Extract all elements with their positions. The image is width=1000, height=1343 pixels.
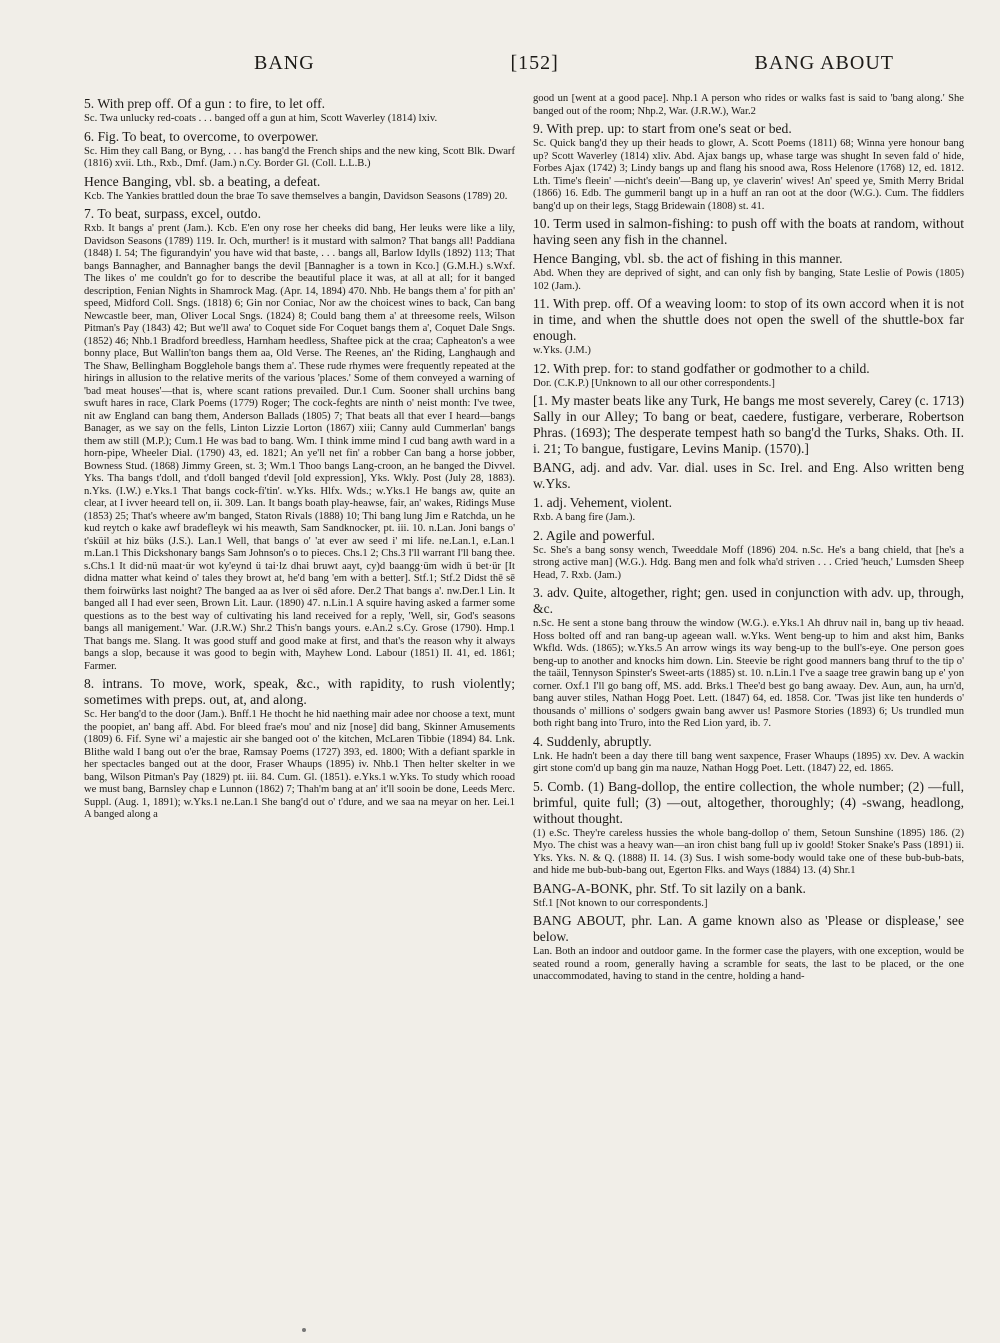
citation-paragraph: Sc. Him they call Bang, or Byng, . . . has bang'd the French ships and the new king, Scott Blk. Dwarf (1816) xvii. Lth., Rxb., Dmf. (Jam.) n.Cy. Border Gl. (Coll. L.L.B.) xyxy=(84,145,515,169)
citation-paragraph: Stf.1 [Not known to our correspondents.] xyxy=(533,897,708,909)
running-head xyxy=(84,52,964,75)
sense-heading: BANG ABOUT, phr. Lan. A game known also as 'Please or displease,' see below. xyxy=(533,913,964,944)
sense-heading: 5. With prep off. Of a gun : to fire, to let off. xyxy=(84,96,326,111)
citation-paragraph: Sc. Twa unlucky red-coats . . . banged off a gun at him, Scott Waverley (1814) lxiv. xyxy=(84,113,438,124)
citation-paragraph: (1) e.Sc. They're careless hussies the whole bang-dollop o' them, Setoun Sunshine (1895) 186. (2) Myo. The chist was a heavy wan—an iron chist bang full up iv goold! Stoker Snake's Pass (1891) ii. Yks. Yks. N. & Q. (1888) II. 14. (3) Sus. I wish some-body would take one of these bub-bub-bats, and hide me bub-bub-bang out, Egerton Flks. and Ways (1884) 13. (4) Shr.1 xyxy=(533,827,964,876)
sense-heading: 3. adv. Quite, altogether, right; gen. used in conjunction with adv. up, through, &c. xyxy=(533,585,964,616)
citation-paragraph: Dor. (C.K.P.) [Unknown to all our other correspondents.] xyxy=(533,377,775,389)
sense-heading: 7. To beat, surpass, excel, outdo. xyxy=(84,206,261,221)
sense-heading: [1. My master beats like any Turk, He bangs me most severely, Carey (c. 1713) Sally in our Alley; To bang or beat, caedere, fustigare, verberare, Robertson Phras. (1693); The desperate tempest hath so bang'd the Turks, Shaks. Oth. II. i. 21; To bangue, fustigare, Levins Manip. (1570).] xyxy=(533,393,965,456)
citation-paragraph: n.Sc. He sent a stone bang throuw the window (W.G.). e.Yks.1 Ah dhruv nail in, bang up tiv heaad. Hoss bolted off and ran bang-up ageean wall. w.Yks. Went beng-up to him and akst him, Banks Wkfld. Wds. (1865); w.Yks.5 An arrow wings its way beng-up to the bull's-eye. One person goes beng-up to another and knocks him down. Lin. Steevie be right good manners bang thruf to the tip o' the taäil, Tennyson Spinster's Sweet-arts (1885) st. 10. n.Lin.1 I've a saage tree grawin bang up e' yon corner. Oxf.1 I'll go bang off, MS. add. Brks.1 Thee'd best go bang awaay. Dev. Aun, aun, ha urn'd, bang auver stiles, Nathan Hogg Poet. Lett. (1847) 64, ed. 1858. Cor. 'Twas jist like ten hunderds o' thousands o' millions o' sodgers gwain bang awver us! Pasmore Stories (1893) 6; Us trundled mun both right bang into Truro, into the Red Lion yard, ib. 7. xyxy=(533,618,964,729)
left-column xyxy=(84,93,515,985)
sense-heading: 5. Comb. (1) Bang-dollop, the entire collection, the whole number; (2) —full, brimful, quite full; (3) —out, altogether, thoroughly; (4) -swang, headlong, without thought. xyxy=(533,778,964,826)
print-mark xyxy=(302,1328,306,1332)
sense-heading: 9. With prep. up: to start from one's seat or bed. xyxy=(533,121,792,136)
sense-heading: 4. Suddenly, abruptly. xyxy=(533,733,652,749)
sense-heading: Hence Banging, vbl. sb. the act of fishing in this manner. xyxy=(533,251,843,266)
right-column xyxy=(533,93,964,985)
citation-paragraph: Rxb. A bang fire (Jam.). xyxy=(533,512,636,523)
sense-heading: 11. With prep. off. Of a weaving loom: to stop of its own accord when it is not in time, and when the shuttle does not open the swell of the shuttle-box far enough. xyxy=(533,296,964,343)
sense-heading: BANG, adj. and adv. Var. dial. uses in Sc. Irel. and Eng. Also written beng w.Yks. xyxy=(533,460,964,491)
sense-heading: 1. adj. Vehement, violent. xyxy=(533,495,673,510)
citation-paragraph: Lnk. He hadn't been a day there till bang went saxpence, Fraser Whaups (1895) xv. Dev. A wackin girt stone com'd up bang gin ma nauze, Nathan Hogg Poet. Lett. (1847) 22, ed. 1865. xyxy=(533,750,964,774)
citation-paragraph: Sc. Her bang'd to the door (Jam.). Bnff.1 He thocht he hid naething mair adee nor choose a text, munt the poopiet, an' bang aff. Abd. For bleed frae's mou' and niz [nose] did bang, Skinner Amusements (1809) 6. Fif. Syne wi' a majestic air she banged oot o' the kitchen, McLaren Tibbie (1894) 84. Lnk. Blithe wald I bang out o'er the brae, Ramsay Poems (1727) 393, ed. 1800; With a defiant sparkle in her spectacles banged out at the door, Fraser Whaups (1895) iv. Nhb.1 Then helter skelter in we bang, Wilson Pitman's Pay (1829) pt. iii. 84. Cum. Gl. (1851). e.Yks.1 w.Yks. To study which rooad we must bang, Barnsley chap e Lunnon (1862) 7; Thah'm bang at an' it'll sooin be done, Leeds Merc. Suppl. (Aug. 1, 1891); w.Yks.1 ne.Lan.1 She bang'd out o' t'dure, and we saa na meyar on her. Lei.1 A banged along a xyxy=(84,709,515,820)
sense-heading: BANG-A-BONK, phr. Stf. To sit lazily on a bank. xyxy=(533,880,806,896)
sense-heading: 12. With prep. for: to stand godfather or godmother to a child. xyxy=(533,360,870,376)
sense-heading: Hence Banging, vbl. sb. a beating, a defeat. xyxy=(84,173,321,189)
head-left-word: BANG xyxy=(254,52,315,74)
citation-paragraph: good un [went at a good pace]. Nhp.1 A person who rides or walks fast is said to 'bang along.' She banged out of the room; Nhp.2, War. (J.R.W.), War.2 xyxy=(533,93,964,117)
page-number: [152] xyxy=(510,52,559,74)
head-right-word: BANG ABOUT xyxy=(754,52,894,74)
sense-heading: 10. Term used in salmon-fishing: to push off with the boats at random, without having seen any fish in the channel. xyxy=(533,216,964,247)
citation-paragraph: Sc. She's a bang sonsy wench, Tweeddale Moff (1896) 204. n.Sc. He's a bang chield, that [he's a strong active man] (W.G.). Hdg. Bang men and folk wha'd striven . . . Cried 'heuch,' Lumsden Sheep Head, 7. Rxb. (Jam.) xyxy=(533,544,964,581)
citation-paragraph: Lan. Both an indoor and outdoor game. In the former case the players, with one exception, would be seated round a room, generally having a scramble for seats, the last to be placed, or the one unaccommodated, having to stand in the centre, holding a hand- xyxy=(533,946,964,982)
sense-heading: 8. intrans. To move, work, speak, &c., with rapidity, to rush violently; sometimes with preps. out, at, and along. xyxy=(84,676,515,707)
sense-heading: 6. Fig. To beat, to overcome, to overpower. xyxy=(84,128,319,144)
citation-paragraph: Sc. Quick bang'd they up their heads to glowr, A. Scott Poems (1811) 68; Winna yere honour bang up? Scott Waverley (1814) xliv. Abd. Ajax bangs up, whase targe was shught In seven fald o' hide, Forbes Ajax (1742) 3; Lindy bangs up and flang his snood awa, Ross Helenore (1768) 12, ed. 1812. Lth. Time's fleein' —nicht's deein'—Bang up, ye claverin' wives! An' speed ye, Smith Merry Bridal (1866) 16. Edb. The gummeril bangt up in a huff an ran oot at the door (W.G.). Cum. The fiddlers bang'd up on their legs, Stagg Bridewain (1808) st. 41. xyxy=(533,138,964,212)
citation-paragraph: w.Yks. (J.M.) xyxy=(533,345,591,356)
citation-paragraph: Abd. When they are deprived of sight, and can only fish by banging, State Leslie of Powis (1805) 102 (Jam.). xyxy=(533,268,964,292)
citation-paragraph: Kcb. The Yankies brattled doun the brae To save themselves a bangin, Davidson Seasons (1789) 20. xyxy=(84,190,508,202)
sense-heading: 2. Agile and powerful. xyxy=(533,527,655,543)
citation-paragraph: Rxb. It bangs a' prent (Jam.). Kcb. E'en ony rose her cheeks did bang, Her leuks were like a lily, Davidson Seasons (1789) 119. Ir. Och, murther! is it mustard with salmon? That bangs all! Paddiana (1848) I. 54; The figurandyin' you have wid that baste, . . . bangs all, Barlow Idylls (1892) 113; That bangs Bannagher, and Bannagher bangs the devil [Bannagher is a town in Kco.] (G.M.H.) s.Wxf. The likes o' me couldn't go for to describe the beautiful place it was, at all at all; for it banged description, Fenian Nights in Shamrock Mag. (Apr. 14, 1894) 470. Nhb. He bangs them a' for pith an' speed, Midford Coll. Sngs. (1818) 6; Gin nor Coniac, Nor aw the choicest wines to back, Can bang Newcastle beer, man, Oliver Local Sngs. (1824) 8; Could bang them a' at threesome reels, Wilson Pitman's Pay (1843) 42; But we'll awa' to Coquet side For Coquet bangs them a', Coquet Dale Sngs. (1852) 46; Nhb.1 Bradford breedless, Harnham heedless, Shaftee pick at the craa; Capheaton's a wee bonny place, But Wallin'ton bangs them aa, Old Verse. The Reenes, an' the Riding, Langhaugh and The Shaw, Bellingham Bogglehole bangs them a'. These rude rhymes were frequently repeated at the hirings in allusion to the relative merits of the various 'places.' Some of them conveyed a warning of 'bad meat houses'—that is, where scant rations prevailed. Dur.1 Cum. Sooner shall urchins bang swuft hares in race, Clark Poems (1779) Roger; The cock-feghts are ninth o' neist month: I've twee, nit aw England can bang them, Anderson Ballads (1805) 7; That beats all that ever I heard—bangs Banager, as we say on the fells, Linton Lizzie Lorton (1867) xiii; Canny auld Cummerlan' bangs them aw still (M.P.); Cum.1 He was bad to bang. Wm. I think imme mind I cud bang awth ward in a horn-pipe, Wheeler Dial. (1790) 43, ed. 1821; An ye'll net fin' a robber Can bang a horse jobber, Bowness Stud. (1868) Jimmy Green, st. 3; Wm.1 Thoo bangs Lang-croon, an he banged the Divvel. Yks. Tha bangs t'doll, and t'doll banged t'devil [old expression], Yks. Wkly. Post (July 28, 1883). n.Yks. (I.W.) e.Yks.1 That bangs cock-fi'tin'. w.Yks. Hlfx. Wds.; w.Yks.1 He bangs aw, quite an clear, at I ivver heeard tell on, ii. 309. Lan. It bangs boath play-heawse, fair, an' wakes, Ridings Muse (1853) 25; That's wheere aw'm banged, Staton Rivals (1888) 10; Thi bang lung Jim e Ratchda, un he kud reytch o kake awf bradefleyk wi his meawth, Sam Sandknocker, pt. iii. 10. n.Lan. Joni bangs o' t'sküil ət hiz büks (J.S.). Lan.1 Well, that bangs o' 'at ever aw seed i' mi life. ne.Lan.1, e.Lan.1 m.Lan.1 This Dickshonary bangs Sam Johnson's o to pieces. Chs.1 2; Chs.3 I'll warrant I'll bang thee. s.Chs.1 It did·nü maat·ür wot ky'eynd ü tai·lz dhai bruwt aayt, cy)d baangg·üm widh ü bet·ür [It didna matter what keind o' tales they browt at, he'd bang 'em with a better]. Stf.1; Stf.2 Didst thē sē them foirwürks last noight? The banged aa as lver oi sēd afore. Der.2 That bangs a'. nw.Der.1 Lin. It banged all I had ever seen, Brown Lit. Laur. (1890) 47. n.Lin.1 A squire having asked a farmer some questions as to the best way of cultivating his land received for a reply, 'Well, sir, God's seasons bangs all manigement.' War. (J.R.W.) Shr.2 This'n bangs yours. e.An.2 s.Cy. Grose (1790). Hmp.1 That bangs me. Slang. It was good stuff and good make at first, and that's the reason why it always bangs a slop, because it was good to begin with, Mayhew Lond. Labour (1851) II. 41, ed. 1861; Farmer. xyxy=(84,223,515,672)
